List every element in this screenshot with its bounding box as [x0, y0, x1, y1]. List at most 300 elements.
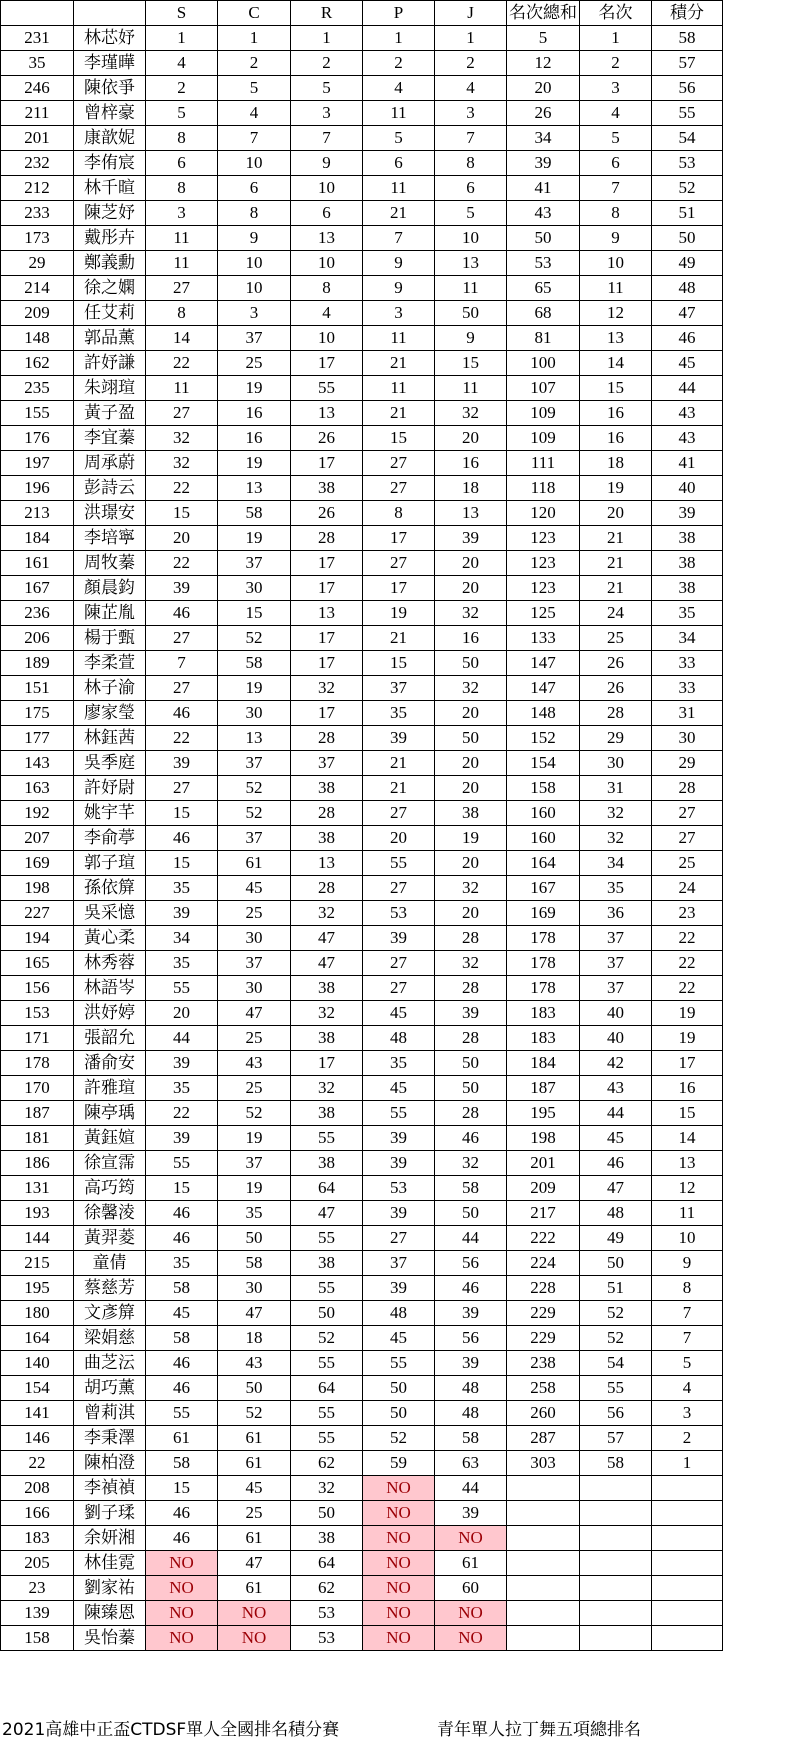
- col-p-cell: 37: [363, 676, 435, 701]
- col-rank-cell: 52: [580, 1326, 652, 1351]
- col-rank-sum-cell: 201: [507, 1151, 580, 1176]
- col-c-cell: 61: [218, 1576, 291, 1601]
- col-c-cell: 52: [218, 1401, 291, 1426]
- col-points-cell: 13: [652, 1151, 723, 1176]
- table-row: [1, 251, 723, 276]
- col-rank-cell: 49: [580, 1226, 652, 1251]
- col-p-cell: 21: [363, 351, 435, 376]
- col-rank-cell: 35: [580, 876, 652, 901]
- col-rank-cell: 50: [580, 1251, 652, 1276]
- col-c-cell: 6: [218, 176, 291, 201]
- col-p-cell: 35: [363, 701, 435, 726]
- col-s-cell: 4: [146, 51, 218, 76]
- col-p-cell: 21: [363, 401, 435, 426]
- col-bib-cell: 173: [1, 226, 74, 251]
- table-row: [1, 1626, 723, 1651]
- col-s-cell: 27: [146, 776, 218, 801]
- table-row: [1, 76, 723, 101]
- col-r-cell: 55: [291, 1276, 363, 1301]
- col-rank-cell: 44: [580, 1101, 652, 1126]
- col-r-cell: 4: [291, 301, 363, 326]
- col-rank-sum-cell: 178: [507, 951, 580, 976]
- col-points-cell: 31: [652, 701, 723, 726]
- col-p-cell: 39: [363, 1201, 435, 1226]
- col-c-cell: 25: [218, 1076, 291, 1101]
- col-j-cell: 63: [435, 1451, 507, 1476]
- col-points-cell: 51: [652, 201, 723, 226]
- col-rank-cell: 16: [580, 401, 652, 426]
- col-rank-cell: 31: [580, 776, 652, 801]
- table-row: [1, 576, 723, 601]
- col-points-cell: 1: [652, 1451, 723, 1476]
- col-s-cell: 46: [146, 1501, 218, 1526]
- col-rank-cell: 45: [580, 1126, 652, 1151]
- col-j-cell: 50: [435, 1201, 507, 1226]
- col-p-cell: 39: [363, 1126, 435, 1151]
- col-bib-cell: 208: [1, 1476, 74, 1501]
- col-c-cell: 45: [218, 1476, 291, 1501]
- col-r-cell: 13: [291, 401, 363, 426]
- col-rank-sum-cell: 258: [507, 1376, 580, 1401]
- col-c-cell: 50: [218, 1226, 291, 1251]
- col-j-cell: NO: [435, 1526, 507, 1551]
- col-r-cell: 17: [291, 701, 363, 726]
- col-rank-cell: 36: [580, 901, 652, 926]
- header-col-j: J: [435, 1, 507, 26]
- col-p-cell: NO: [363, 1576, 435, 1601]
- col-name-cell: 劉家祐: [74, 1576, 146, 1601]
- table-row: [1, 301, 723, 326]
- col-rank-cell: 43: [580, 1076, 652, 1101]
- col-points-cell: [652, 1626, 723, 1651]
- col-s-cell: 34: [146, 926, 218, 951]
- col-points-cell: 57: [652, 51, 723, 76]
- col-points-cell: 50: [652, 226, 723, 251]
- col-name-cell: 黃羿菱: [74, 1226, 146, 1251]
- col-r-cell: 10: [291, 326, 363, 351]
- col-points-cell: 33: [652, 676, 723, 701]
- col-s-cell: 22: [146, 726, 218, 751]
- col-p-cell: 55: [363, 851, 435, 876]
- col-name-cell: 陳依爭: [74, 76, 146, 101]
- col-p-cell: 39: [363, 926, 435, 951]
- col-c-cell: 13: [218, 476, 291, 501]
- col-rank-cell: 24: [580, 601, 652, 626]
- table-row: [1, 1476, 723, 1501]
- col-c-cell: 47: [218, 1551, 291, 1576]
- col-s-cell: 46: [146, 826, 218, 851]
- col-bib-cell: 214: [1, 276, 74, 301]
- col-points-cell: 2: [652, 1426, 723, 1451]
- col-p-cell: 52: [363, 1426, 435, 1451]
- col-rank-cell: 19: [580, 476, 652, 501]
- col-bib-cell: 189: [1, 651, 74, 676]
- col-name-cell: 許妤尉: [74, 776, 146, 801]
- table-row: [1, 51, 723, 76]
- col-points-cell: 19: [652, 1001, 723, 1026]
- col-j-cell: 39: [435, 1001, 507, 1026]
- col-j-cell: 50: [435, 726, 507, 751]
- col-bib-cell: 156: [1, 976, 74, 1001]
- col-c-cell: 16: [218, 426, 291, 451]
- col-c-cell: 30: [218, 976, 291, 1001]
- col-name-cell: 戴彤卉: [74, 226, 146, 251]
- col-s-cell: 39: [146, 1051, 218, 1076]
- col-rank-sum-cell: [507, 1501, 580, 1526]
- col-rank-sum-cell: 43: [507, 201, 580, 226]
- table-row: [1, 376, 723, 401]
- col-j-cell: 8: [435, 151, 507, 176]
- header-col-c: C: [218, 1, 291, 26]
- col-c-cell: 35: [218, 1201, 291, 1226]
- col-p-cell: 45: [363, 1076, 435, 1101]
- col-name-cell: 陳亭瑀: [74, 1101, 146, 1126]
- col-s-cell: 8: [146, 176, 218, 201]
- col-c-cell: 19: [218, 526, 291, 551]
- col-c-cell: 19: [218, 376, 291, 401]
- col-s-cell: 22: [146, 351, 218, 376]
- col-rank-sum-cell: 167: [507, 876, 580, 901]
- col-points-cell: 22: [652, 926, 723, 951]
- col-rank-cell: 8: [580, 201, 652, 226]
- col-points-cell: [652, 1576, 723, 1601]
- col-rank-cell: 11: [580, 276, 652, 301]
- table-row: [1, 976, 723, 1001]
- col-j-cell: 56: [435, 1326, 507, 1351]
- col-rank-cell: 18: [580, 451, 652, 476]
- table-row: [1, 851, 723, 876]
- col-p-cell: 35: [363, 1051, 435, 1076]
- col-p-cell: NO: [363, 1551, 435, 1576]
- col-bib-cell: 180: [1, 1301, 74, 1326]
- col-name-cell: 李禎禎: [74, 1476, 146, 1501]
- col-j-cell: 18: [435, 476, 507, 501]
- table-row: [1, 676, 723, 701]
- col-c-cell: 5: [218, 76, 291, 101]
- col-points-cell: 23: [652, 901, 723, 926]
- col-name-cell: 張韶允: [74, 1026, 146, 1051]
- col-c-cell: NO: [218, 1626, 291, 1651]
- header-row: [1, 1, 723, 26]
- col-p-cell: 11: [363, 176, 435, 201]
- col-rank-sum-cell: 65: [507, 276, 580, 301]
- col-rank-cell: 4: [580, 101, 652, 126]
- col-name-cell: 曲芝沄: [74, 1351, 146, 1376]
- col-p-cell: 9: [363, 276, 435, 301]
- table-row: [1, 26, 723, 51]
- col-s-cell: 44: [146, 1026, 218, 1051]
- col-rank-cell: 30: [580, 751, 652, 776]
- col-c-cell: 37: [218, 751, 291, 776]
- col-bib-cell: 175: [1, 701, 74, 726]
- col-s-cell: 1: [146, 26, 218, 51]
- col-rank-sum-cell: 123: [507, 551, 580, 576]
- col-c-cell: 37: [218, 826, 291, 851]
- col-name-cell: 朱翊瑄: [74, 376, 146, 401]
- col-rank-sum-cell: 118: [507, 476, 580, 501]
- col-c-cell: 18: [218, 1326, 291, 1351]
- col-points-cell: 7: [652, 1326, 723, 1351]
- col-rank-cell: [580, 1576, 652, 1601]
- col-s-cell: 11: [146, 226, 218, 251]
- col-j-cell: 32: [435, 1151, 507, 1176]
- col-points-cell: 48: [652, 276, 723, 301]
- col-name-cell: 陳臻恩: [74, 1601, 146, 1626]
- col-rank-cell: 52: [580, 1301, 652, 1326]
- col-name-cell: 李宜蓁: [74, 426, 146, 451]
- col-c-cell: 19: [218, 676, 291, 701]
- col-c-cell: 30: [218, 701, 291, 726]
- col-s-cell: 5: [146, 101, 218, 126]
- table-row: [1, 101, 723, 126]
- col-c-cell: 15: [218, 601, 291, 626]
- col-rank-cell: [580, 1551, 652, 1576]
- col-points-cell: [652, 1501, 723, 1526]
- col-c-cell: NO: [218, 1601, 291, 1626]
- col-name-cell: 劉子瑈: [74, 1501, 146, 1526]
- table-row: [1, 1426, 723, 1451]
- col-s-cell: 15: [146, 1176, 218, 1201]
- col-p-cell: 55: [363, 1351, 435, 1376]
- col-rank-cell: 28: [580, 701, 652, 726]
- table-row: [1, 901, 723, 926]
- table-row: [1, 126, 723, 151]
- col-j-cell: 61: [435, 1551, 507, 1576]
- col-points-cell: 38: [652, 576, 723, 601]
- table-row: [1, 1176, 723, 1201]
- col-s-cell: 6: [146, 151, 218, 176]
- col-rank-sum-cell: 100: [507, 351, 580, 376]
- col-points-cell: 39: [652, 501, 723, 526]
- col-j-cell: 20: [435, 901, 507, 926]
- col-c-cell: 30: [218, 926, 291, 951]
- table-row: [1, 401, 723, 426]
- col-name-cell: 吳怡蓁: [74, 1626, 146, 1651]
- col-p-cell: 21: [363, 626, 435, 651]
- col-points-cell: 8: [652, 1276, 723, 1301]
- col-j-cell: 39: [435, 526, 507, 551]
- col-c-cell: 8: [218, 201, 291, 226]
- table-row: [1, 1076, 723, 1101]
- col-s-cell: 22: [146, 476, 218, 501]
- table-row: [1, 826, 723, 851]
- col-r-cell: 6: [291, 201, 363, 226]
- col-bib-cell: 192: [1, 801, 74, 826]
- col-j-cell: 28: [435, 1101, 507, 1126]
- col-rank-cell: 12: [580, 301, 652, 326]
- col-bib-cell: 167: [1, 576, 74, 601]
- col-s-cell: 32: [146, 426, 218, 451]
- col-j-cell: 16: [435, 626, 507, 651]
- col-name-cell: 林語岑: [74, 976, 146, 1001]
- col-s-cell: 27: [146, 676, 218, 701]
- col-name-cell: 李培寧: [74, 526, 146, 551]
- col-r-cell: 32: [291, 1476, 363, 1501]
- col-points-cell: [652, 1476, 723, 1501]
- col-points-cell: 52: [652, 176, 723, 201]
- col-points-cell: 38: [652, 551, 723, 576]
- col-j-cell: 50: [435, 651, 507, 676]
- table-row: [1, 526, 723, 551]
- col-rank-cell: 46: [580, 1151, 652, 1176]
- col-rank-sum-cell: 20: [507, 76, 580, 101]
- col-c-cell: 19: [218, 1126, 291, 1151]
- col-j-cell: 3: [435, 101, 507, 126]
- col-p-cell: 21: [363, 201, 435, 226]
- col-name-cell: 楊于甄: [74, 626, 146, 651]
- table-row: [1, 276, 723, 301]
- col-p-cell: 27: [363, 951, 435, 976]
- col-c-cell: 10: [218, 251, 291, 276]
- col-bib-cell: 148: [1, 326, 74, 351]
- col-name-cell: 姚宇芊: [74, 801, 146, 826]
- col-rank-sum-cell: 198: [507, 1126, 580, 1151]
- table-row: [1, 1376, 723, 1401]
- col-points-cell: 47: [652, 301, 723, 326]
- col-bib-cell: 231: [1, 26, 74, 51]
- col-rank-sum-cell: 12: [507, 51, 580, 76]
- col-name-cell: 林子渝: [74, 676, 146, 701]
- col-c-cell: 37: [218, 1151, 291, 1176]
- col-c-cell: 1: [218, 26, 291, 51]
- col-s-cell: 39: [146, 751, 218, 776]
- col-j-cell: 15: [435, 351, 507, 376]
- col-p-cell: NO: [363, 1476, 435, 1501]
- col-s-cell: 58: [146, 1276, 218, 1301]
- col-name-cell: 林鈺茜: [74, 726, 146, 751]
- col-s-cell: 55: [146, 1151, 218, 1176]
- col-c-cell: 45: [218, 876, 291, 901]
- header-col-r: R: [291, 1, 363, 26]
- col-s-cell: 8: [146, 301, 218, 326]
- col-bib-cell: 154: [1, 1376, 74, 1401]
- col-s-cell: 46: [146, 1526, 218, 1551]
- table-row: [1, 451, 723, 476]
- col-name-cell: 周牧蓁: [74, 551, 146, 576]
- col-bib-cell: 169: [1, 851, 74, 876]
- col-c-cell: 52: [218, 626, 291, 651]
- col-rank-cell: 37: [580, 976, 652, 1001]
- col-bib-cell: 187: [1, 1101, 74, 1126]
- col-r-cell: 17: [291, 576, 363, 601]
- table-row: [1, 1451, 723, 1476]
- col-bib-cell: 235: [1, 376, 74, 401]
- col-j-cell: 20: [435, 551, 507, 576]
- col-bib-cell: 22: [1, 1451, 74, 1476]
- col-p-cell: 39: [363, 726, 435, 751]
- col-bib-cell: 23: [1, 1576, 74, 1601]
- col-rank-sum-cell: 178: [507, 976, 580, 1001]
- table-row: [1, 226, 723, 251]
- col-rank-sum-cell: 109: [507, 426, 580, 451]
- col-p-cell: 8: [363, 501, 435, 526]
- col-points-cell: 29: [652, 751, 723, 776]
- table-row: [1, 726, 723, 751]
- header-col-points: 積分: [652, 1, 723, 26]
- col-rank-sum-cell: 169: [507, 901, 580, 926]
- table-row: [1, 776, 723, 801]
- col-bib-cell: 227: [1, 901, 74, 926]
- table-row: [1, 751, 723, 776]
- col-rank-cell: 3: [580, 76, 652, 101]
- col-name-cell: 林千暄: [74, 176, 146, 201]
- col-j-cell: 39: [435, 1501, 507, 1526]
- col-rank-cell: 9: [580, 226, 652, 251]
- col-p-cell: 11: [363, 101, 435, 126]
- col-rank-sum-cell: 184: [507, 1051, 580, 1076]
- col-r-cell: 32: [291, 1001, 363, 1026]
- table-row: [1, 326, 723, 351]
- col-rank-cell: 29: [580, 726, 652, 751]
- col-s-cell: 46: [146, 601, 218, 626]
- col-bib-cell: 183: [1, 1526, 74, 1551]
- col-name-cell: 林芯妤: [74, 26, 146, 51]
- col-s-cell: 27: [146, 276, 218, 301]
- col-c-cell: 19: [218, 451, 291, 476]
- col-r-cell: 50: [291, 1301, 363, 1326]
- table-row: [1, 951, 723, 976]
- col-points-cell: 25: [652, 851, 723, 876]
- col-c-cell: 25: [218, 351, 291, 376]
- col-rank-sum-cell: 120: [507, 501, 580, 526]
- col-r-cell: 64: [291, 1551, 363, 1576]
- col-s-cell: 32: [146, 451, 218, 476]
- col-s-cell: NO: [146, 1576, 218, 1601]
- table-row: [1, 1501, 723, 1526]
- col-s-cell: 15: [146, 501, 218, 526]
- col-name-cell: 郭品薰: [74, 326, 146, 351]
- col-j-cell: 50: [435, 1051, 507, 1076]
- col-rank-sum-cell: 53: [507, 251, 580, 276]
- col-r-cell: 37: [291, 751, 363, 776]
- col-rank-sum-cell: 229: [507, 1326, 580, 1351]
- col-r-cell: 64: [291, 1376, 363, 1401]
- col-rank-sum-cell: 238: [507, 1351, 580, 1376]
- col-points-cell: 58: [652, 26, 723, 51]
- col-rank-sum-cell: 178: [507, 926, 580, 951]
- table-row: [1, 1151, 723, 1176]
- col-c-cell: 13: [218, 726, 291, 751]
- col-rank-sum-cell: [507, 1576, 580, 1601]
- col-j-cell: NO: [435, 1626, 507, 1651]
- col-name-cell: 鄭義勳: [74, 251, 146, 276]
- table-row: [1, 926, 723, 951]
- col-rank-cell: 58: [580, 1451, 652, 1476]
- col-s-cell: 46: [146, 1226, 218, 1251]
- table-row: [1, 1101, 723, 1126]
- col-c-cell: 43: [218, 1051, 291, 1076]
- col-s-cell: NO: [146, 1601, 218, 1626]
- col-p-cell: 50: [363, 1376, 435, 1401]
- col-rank-cell: 7: [580, 176, 652, 201]
- col-points-cell: 22: [652, 951, 723, 976]
- col-j-cell: 2: [435, 51, 507, 76]
- col-c-cell: 52: [218, 801, 291, 826]
- col-r-cell: 17: [291, 351, 363, 376]
- col-name-cell: 康歆妮: [74, 126, 146, 151]
- col-bib-cell: 146: [1, 1426, 74, 1451]
- table-row: [1, 601, 723, 626]
- col-p-cell: 1: [363, 26, 435, 51]
- col-s-cell: 58: [146, 1326, 218, 1351]
- col-s-cell: 3: [146, 201, 218, 226]
- col-rank-sum-cell: [507, 1551, 580, 1576]
- col-points-cell: 54: [652, 126, 723, 151]
- col-name-cell: 林秀蓉: [74, 951, 146, 976]
- table-row: [1, 1301, 723, 1326]
- col-bib-cell: 139: [1, 1601, 74, 1626]
- col-s-cell: 46: [146, 1201, 218, 1226]
